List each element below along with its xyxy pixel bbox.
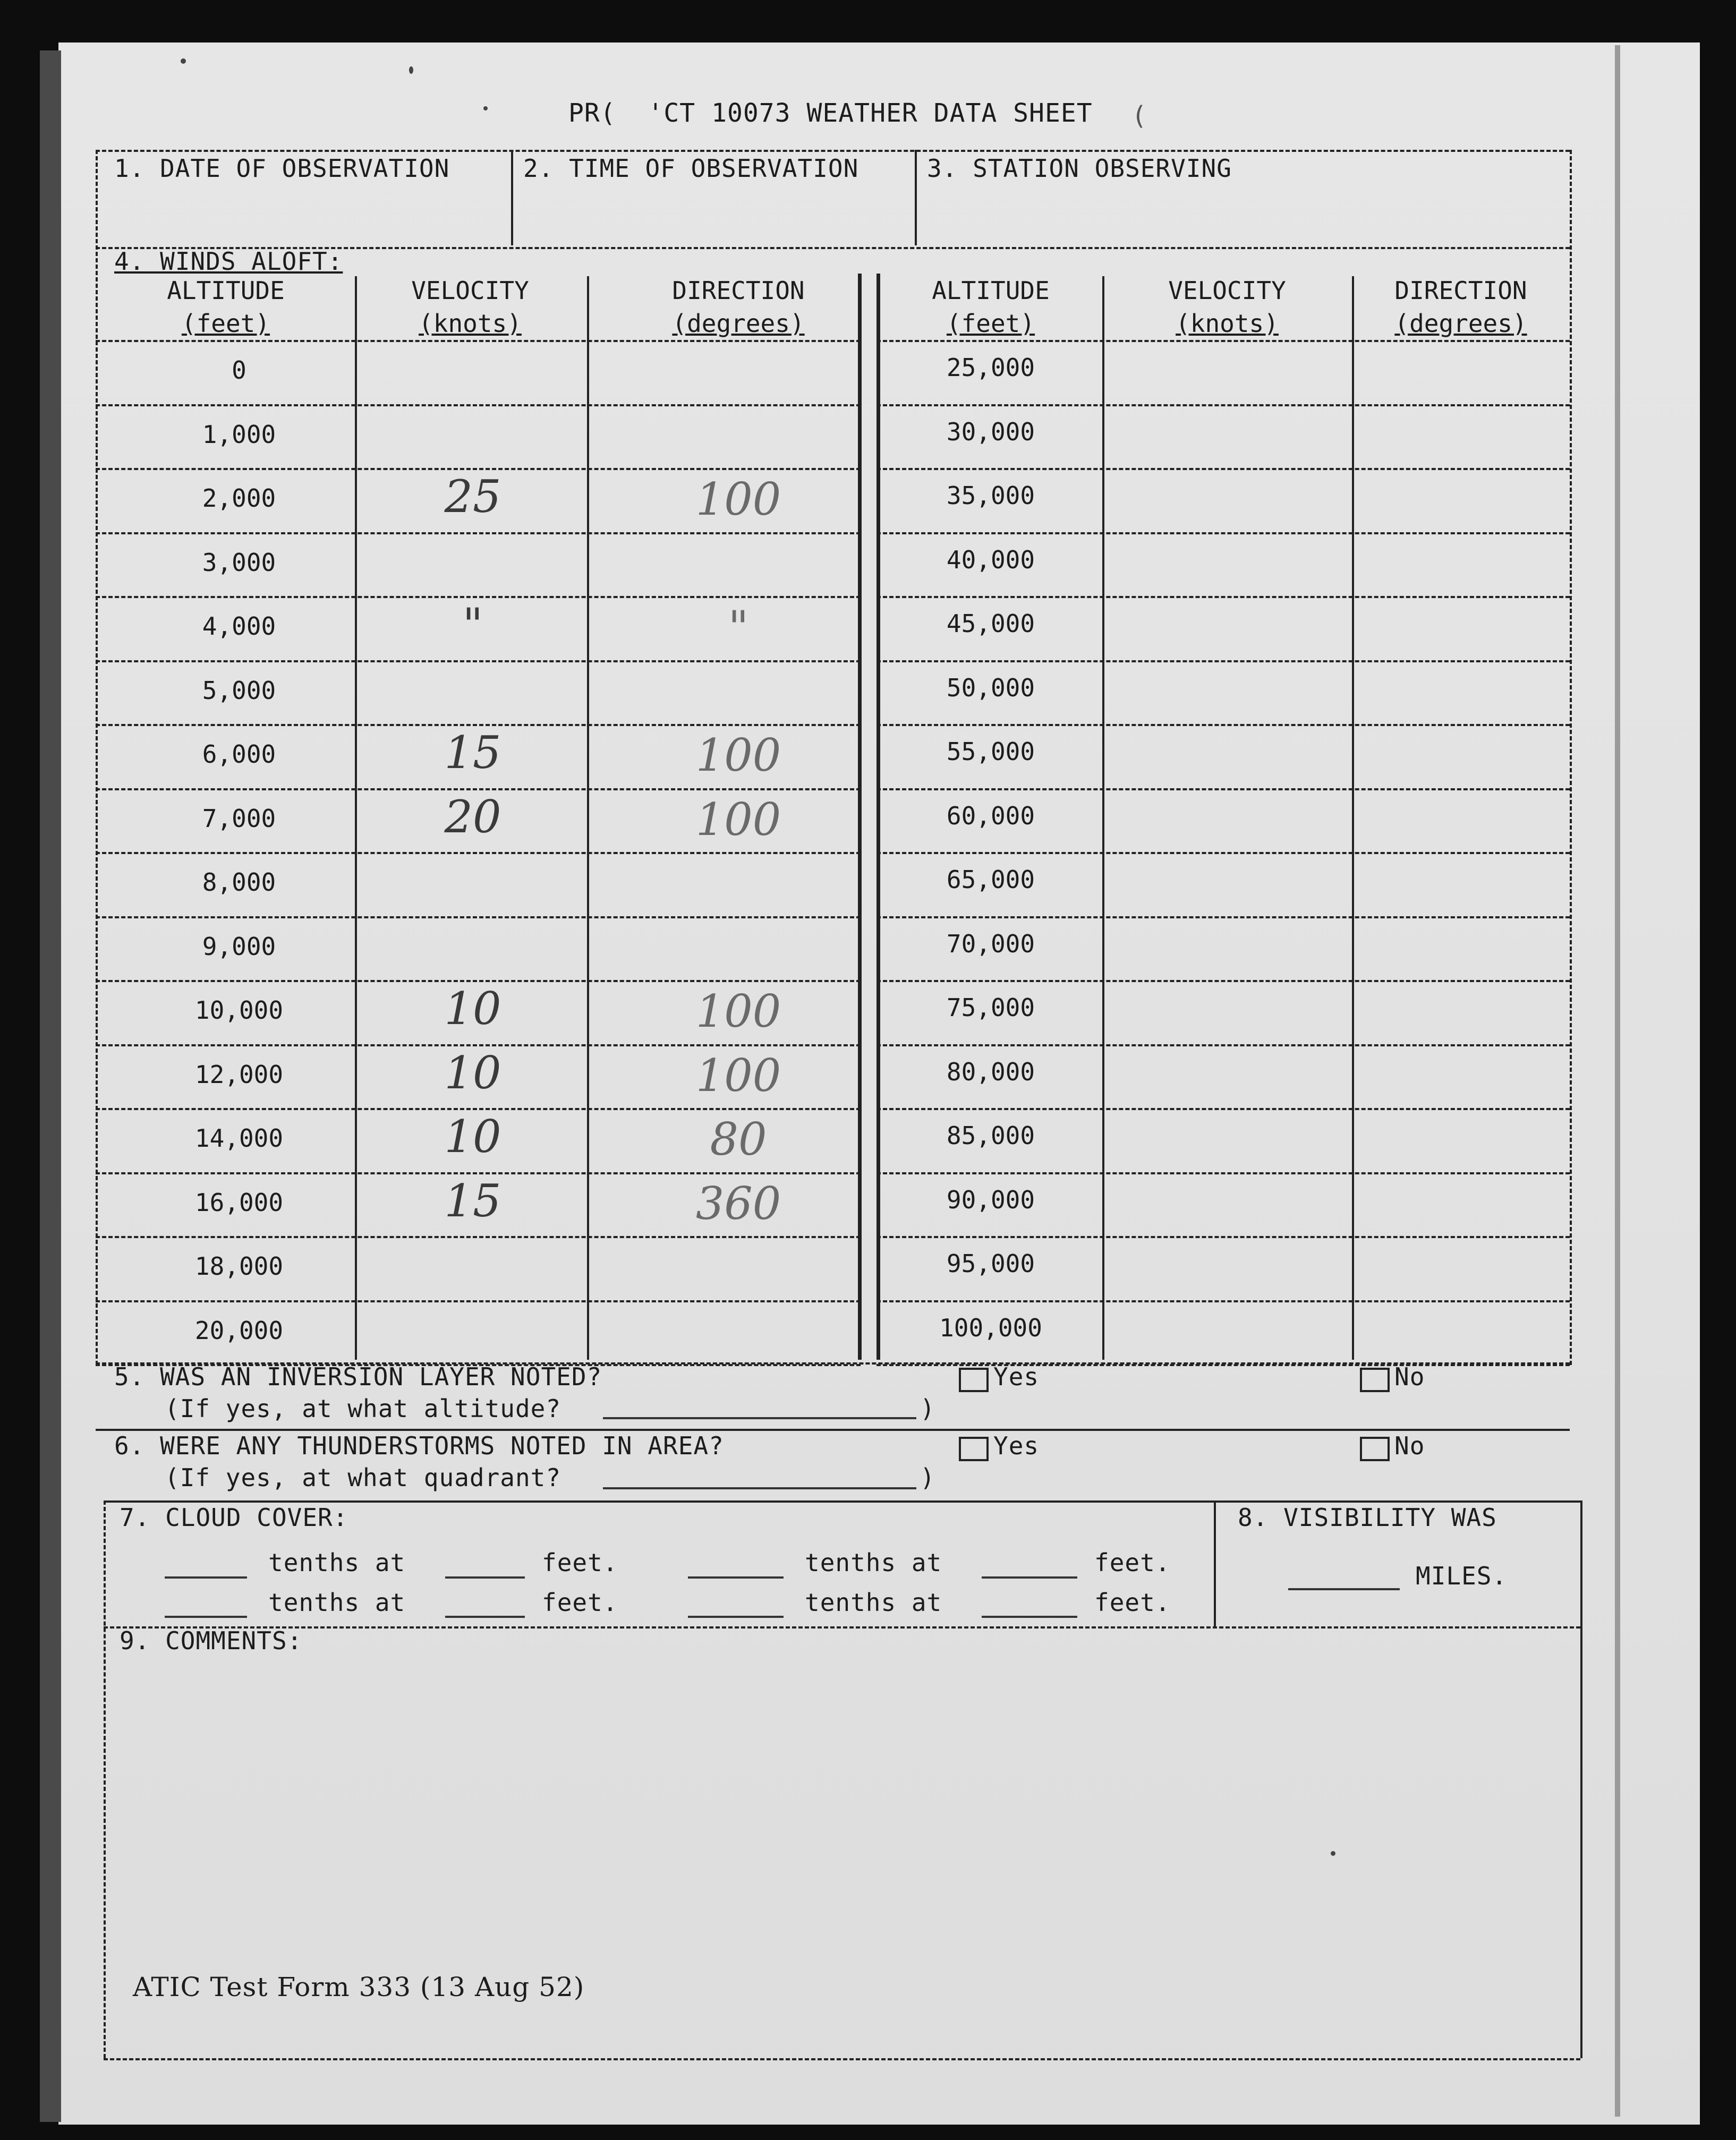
- altitude-cell: 85,000: [946, 1121, 1035, 1150]
- visibility-label: 8. VISIBILITY WAS: [1238, 1503, 1497, 1532]
- row-rule-right: [876, 1044, 1570, 1046]
- form-bottom: [104, 2058, 1580, 2060]
- sec6-top: [96, 1429, 1570, 1431]
- velocity-entry: 15: [444, 727, 501, 779]
- row-rule-right: [876, 1300, 1570, 1302]
- altitude-cell: 12,000: [194, 1060, 284, 1089]
- direction-entry: 100: [695, 473, 781, 525]
- row-rule-left: [96, 788, 861, 790]
- direction-entry: 360: [695, 1178, 781, 1230]
- visibility-miles-blank[interactable]: [1288, 1588, 1400, 1590]
- velocity-entry: ": [462, 599, 483, 651]
- altitude-cell: 2,000: [202, 484, 276, 513]
- right-border: [1570, 150, 1572, 1365]
- altitude-cell: 65,000: [946, 865, 1035, 894]
- altitude-cell: 50,000: [946, 673, 1035, 702]
- row-rule-left: [96, 468, 861, 470]
- altitude-cell: 7,000: [202, 804, 276, 833]
- direction-entry: 100: [695, 1050, 781, 1102]
- cloud-tenths-3-label: tenths at: [268, 1588, 406, 1617]
- inversion-yes-checkbox[interactable]: [959, 1368, 989, 1392]
- altitude-cell: 30,000: [946, 417, 1035, 446]
- cloud-tenths-1-label: tenths at: [268, 1548, 406, 1577]
- row-rule-left: [96, 1236, 861, 1238]
- altitude-cell: 16,000: [194, 1188, 284, 1217]
- dust-speck: [181, 58, 186, 64]
- altitude-cell: 90,000: [946, 1186, 1035, 1214]
- inversion-no-label: No: [1394, 1362, 1425, 1391]
- divider-2: [915, 150, 917, 245]
- cloud-feet-3-label: feet.: [542, 1588, 618, 1617]
- form-footer: ATIC Test Form 333 (13 Aug 52): [133, 1972, 585, 2002]
- form-title: PR( 'CT 10073 WEATHER DATA SHEET: [568, 98, 1093, 128]
- cloud-feet-1-blank[interactable]: [445, 1576, 525, 1579]
- row-rule-left: [96, 852, 861, 854]
- thunder-close-paren: ): [920, 1463, 935, 1492]
- altitude-cell: 18,000: [194, 1252, 284, 1281]
- altitude-cell: 55,000: [946, 737, 1035, 766]
- velocity-entry: 15: [444, 1175, 501, 1227]
- cloud-feet-4-label: feet.: [1094, 1588, 1171, 1617]
- altitude-cell: 0: [232, 356, 246, 385]
- time-label: 2. TIME OF OBSERVATION: [523, 154, 859, 183]
- left-border: [96, 150, 98, 1365]
- row-rule-right: [876, 852, 1570, 854]
- inversion-sub: (If yes, at what altitude?: [165, 1394, 561, 1423]
- title-paren: (: [1131, 101, 1147, 131]
- row-rule-right: [876, 1236, 1570, 1238]
- hdr-direction-left: DIRECTION: [672, 276, 805, 305]
- hdr-altitude-unit-left: (feet): [181, 309, 270, 338]
- cloud-cover-label: 7. CLOUD COVER:: [120, 1503, 348, 1532]
- dust-speck: [409, 66, 413, 74]
- top-border: [96, 150, 1570, 152]
- inversion-altitude-blank[interactable]: [603, 1417, 916, 1419]
- direction-entry: 80: [710, 1113, 767, 1165]
- hdr-direction-unit-right: (degrees): [1394, 309, 1527, 338]
- altitude-cell: 45,000: [946, 609, 1035, 638]
- col-rule-center-b: [876, 274, 880, 1360]
- row-rule-left: [96, 340, 861, 342]
- thunder-yes-checkbox[interactable]: [959, 1437, 989, 1461]
- altitude-cell: 9,000: [202, 932, 276, 961]
- dust-speck: [483, 106, 488, 110]
- row-rule-left: [96, 404, 861, 406]
- sec9-top: [104, 1626, 1580, 1629]
- thunder-no-label: No: [1394, 1431, 1425, 1460]
- cloud-feet-3-blank[interactable]: [445, 1616, 525, 1618]
- altitude-cell: 6,000: [202, 740, 276, 769]
- row-rule-right: [876, 404, 1570, 406]
- cloud-feet-2-blank[interactable]: [982, 1576, 1077, 1579]
- cloud-feet-1-label: feet.: [542, 1548, 618, 1577]
- altitude-cell: 1,000: [202, 420, 276, 449]
- inversion-question: 5. WAS AN INVERSION LAYER NOTED?: [114, 1362, 602, 1391]
- direction-entry: 100: [695, 729, 781, 781]
- row-rule-left: [96, 596, 861, 598]
- row-rule-right: [876, 340, 1570, 342]
- altitude-cell: 80,000: [946, 1058, 1035, 1086]
- hdr-velocity-right: VELOCITY: [1168, 276, 1286, 305]
- row-rule-right: [876, 596, 1570, 598]
- row-rule-right: [876, 1172, 1570, 1174]
- velocity-entry: 25: [444, 471, 501, 523]
- velocity-entry: 10: [444, 1111, 501, 1163]
- miles-label: MILES.: [1416, 1562, 1508, 1590]
- altitude-cell: 100,000: [939, 1314, 1042, 1342]
- station-label: 3. STATION OBSERVING: [927, 154, 1232, 183]
- hdr-direction-unit-left: (degrees): [672, 309, 805, 338]
- hdr-direction-right: DIRECTION: [1394, 276, 1527, 305]
- hdr-velocity-unit-right: (knots): [1176, 309, 1279, 338]
- row-rule-right: [876, 980, 1570, 982]
- row-rule-right: [876, 532, 1570, 534]
- hdr-altitude-left: ALTITUDE: [167, 276, 285, 305]
- row-rule-right: [876, 788, 1570, 790]
- hdr-velocity-unit-left: (knots): [419, 309, 522, 338]
- altitude-cell: 25,000: [946, 353, 1035, 382]
- altitude-cell: 95,000: [946, 1249, 1035, 1278]
- hdr-altitude-unit-right: (feet): [946, 309, 1035, 338]
- cloud-tenths-2-blank[interactable]: [688, 1576, 784, 1579]
- cloud-feet-2-label: feet.: [1094, 1548, 1171, 1577]
- altitude-cell: 3,000: [202, 548, 276, 577]
- cloud-feet-4-blank[interactable]: [982, 1616, 1077, 1618]
- direction-entry: ": [728, 601, 749, 653]
- altitude-cell: 20,000: [194, 1316, 284, 1345]
- velocity-entry: 10: [444, 983, 501, 1035]
- row-rule-right: [876, 468, 1570, 470]
- cloud-tenths-3-blank[interactable]: [165, 1616, 247, 1618]
- altitude-cell: 14,000: [194, 1124, 284, 1153]
- row-rule-left: [96, 532, 861, 534]
- hdr-velocity-left: VELOCITY: [411, 276, 529, 305]
- altitude-cell: 4,000: [202, 612, 276, 641]
- row-rule-left: [96, 1172, 861, 1174]
- divider-1: [511, 150, 513, 245]
- altitude-cell: 5,000: [202, 676, 276, 705]
- altitude-cell: 35,000: [946, 481, 1035, 510]
- inversion-no-checkbox[interactable]: [1360, 1368, 1390, 1392]
- date-label: 1. DATE OF OBSERVATION: [114, 154, 450, 183]
- paper-right-edge: [1615, 45, 1620, 2117]
- inversion-yes-label: Yes: [993, 1362, 1040, 1391]
- velocity-entry: 10: [444, 1047, 501, 1099]
- row-rule-left: [96, 1300, 861, 1302]
- visibility-divider: [1214, 1500, 1216, 1628]
- row-rule-right: [876, 724, 1570, 726]
- thunder-quadrant-blank[interactable]: [603, 1487, 916, 1489]
- row-rule-right: [876, 1108, 1570, 1110]
- cloud-tenths-2-label: tenths at: [805, 1548, 942, 1577]
- altitude-cell: 10,000: [194, 996, 284, 1025]
- altitude-cell: 75,000: [946, 993, 1035, 1022]
- row-rule-left: [96, 916, 861, 918]
- thunder-question: 6. WERE ANY THUNDERSTORMS NOTED IN AREA?: [114, 1431, 724, 1460]
- hdr-altitude-right: ALTITUDE: [932, 276, 1050, 305]
- altitude-cell: 70,000: [946, 930, 1035, 958]
- col-rule-2: [587, 276, 589, 1360]
- lower-right-border: [1580, 1500, 1582, 2058]
- winds-label: 4. WINDS ALOFT:: [114, 247, 343, 276]
- sec7-top: [104, 1500, 1580, 1503]
- cloud-tenths-1-blank[interactable]: [165, 1576, 247, 1579]
- cloud-tenths-4-label: tenths at: [805, 1588, 942, 1617]
- direction-entry: 100: [695, 985, 781, 1037]
- col-rule-4: [1102, 276, 1104, 1360]
- inversion-close-paren: ): [920, 1394, 935, 1423]
- row-rule-left: [96, 1044, 861, 1046]
- row-rule-right: [876, 660, 1570, 662]
- row-rule-left: [96, 1108, 861, 1110]
- lower-left-border: [104, 1500, 106, 2058]
- comments-label: 9. COMMENTS:: [120, 1626, 303, 1655]
- row-rule-left: [96, 980, 861, 982]
- row-rule-right: [876, 916, 1570, 918]
- col-rule-5: [1352, 276, 1354, 1360]
- direction-entry: 100: [695, 794, 781, 846]
- altitude-cell: 40,000: [946, 545, 1035, 574]
- row-rule-left: [96, 724, 861, 726]
- altitude-cell: 8,000: [202, 868, 276, 897]
- cloud-tenths-4-blank[interactable]: [688, 1616, 784, 1618]
- altitude-cell: 60,000: [946, 802, 1035, 830]
- thunder-no-checkbox[interactable]: [1360, 1437, 1390, 1461]
- thunder-yes-label: Yes: [993, 1431, 1040, 1460]
- row-rule-left: [96, 660, 861, 662]
- velocity-entry: 20: [444, 791, 501, 843]
- paper-shadow-edge: [40, 50, 61, 2122]
- thunder-sub: (If yes, at what quadrant?: [165, 1463, 561, 1492]
